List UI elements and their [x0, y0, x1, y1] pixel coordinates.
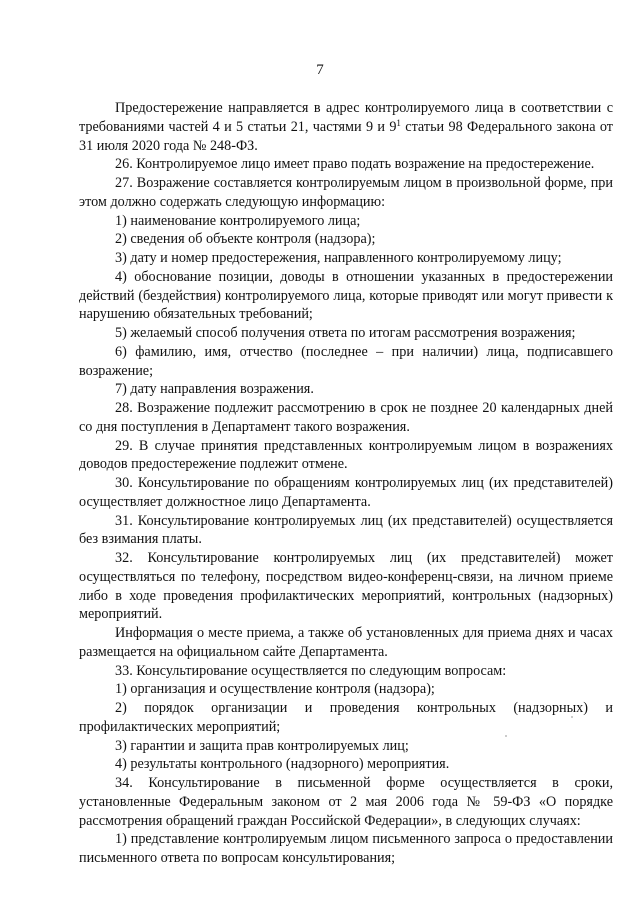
list-item: 2) порядок организации и проведения контрольных (надзорных) и профилактических мероприятий;: [79, 700, 613, 735]
list-item: 2) сведения об объекте контроля (надзора);: [115, 231, 376, 248]
list-item: 1) представление контролируемым лицом письменного запроса о предоставлении письменного ответа по вопросам консультирования;: [79, 831, 613, 866]
paragraph-31: 31. Консультирование контролируемых лиц (их представителей) осуществляется без взимания платы.: [79, 512, 613, 548]
paragraph-28: 28. Возражение подлежит рассмотрению в срок не позднее 20 календарных дней со дня поступления в Департамент такого возражения.: [79, 400, 613, 435]
paragraph-27: 27. Возражение составляется контролируемым лицом в произвольной форме, при этом должно содержать следующую информацию:: [79, 175, 613, 210]
paragraph-30: 30. Консультирование по обращениям контролируемых лиц (их представителей) осуществляет должностное лицо Департамента.: [79, 475, 613, 510]
paragraph-29: 29. В случае принятия представленных контролируемым лицом в возражениях доводов предостережение подлежит отмене.: [79, 437, 613, 473]
list-item: 1) наименование контролируемого лица;: [115, 212, 361, 229]
list-item: 5) желаемый способ получения ответа по итогам рассмотрения возражения;: [115, 325, 576, 341]
list-item: 1) организация и осуществление контроля (надзора);: [115, 681, 435, 698]
scan-speck: [571, 716, 573, 718]
paragraph-text: статьи 98 Федерального закона от 31 июля 2020 года № 248-ФЗ.: [79, 118, 613, 154]
paragraph-text: Предостережение направляется в адрес контролируемого лица в соответствии с требованиями частей 4 и 5 статьи 21, частями 9 и 9: [79, 100, 613, 135]
list-item: 6) фамилию, имя, отчество (последнее – при наличии) лица, подписавшего возражение;: [79, 343, 613, 379]
list-item: 3) гарантии и защита прав контролируемых лиц;: [115, 737, 409, 754]
paragraph-reception-info: Информация о месте приема, а также об установленных для приема днях и часах размещается на официальном сайте Департамента.: [79, 625, 613, 660]
scan-speck: [505, 735, 507, 737]
paragraph-34: 34. Консультирование в письменной форме осуществляется в сроки, установленные Федеральным законом от 2 мая 2006 года № 59-ФЗ «О порядке рассмотрения обращений граждан Российской Федерации», в следующих случаях:: [79, 775, 613, 829]
paragraph-33: 33. Консультирование осуществляется по следующим вопросам:: [115, 662, 507, 679]
list-item: 4) обоснование позиции, доводы в отношении указанных в предостережении действий (бездействия) контролируемого лица, которые приводят или могут привести к нарушению обязательных требований;: [79, 268, 613, 323]
paragraph-26: 26. Контролируемое лицо имеет право подать возражение на предостережение.: [115, 156, 595, 173]
list-item: 3) дату и номер предостережения, направленного контролируемому лицу;: [115, 250, 562, 266]
list-item: 7) дату направления возражения.: [115, 381, 314, 398]
document-body: [79, 92, 613, 868]
paragraph-warning-address: [79, 99, 613, 155]
list-item: 4) результаты контрольного (надзорного) мероприятия.: [115, 756, 450, 773]
superscript: 1: [396, 117, 401, 128]
page-number: 7: [316, 62, 324, 78]
paragraph-32: 32. Консультирование контролируемых лиц (их представителей) может осуществляться по телефону, посредством видео-конференц-связи, на личном приеме либо в ходе проведения профилактических мероприятий, контрольных (надзорных) мероприятий.: [79, 550, 613, 623]
